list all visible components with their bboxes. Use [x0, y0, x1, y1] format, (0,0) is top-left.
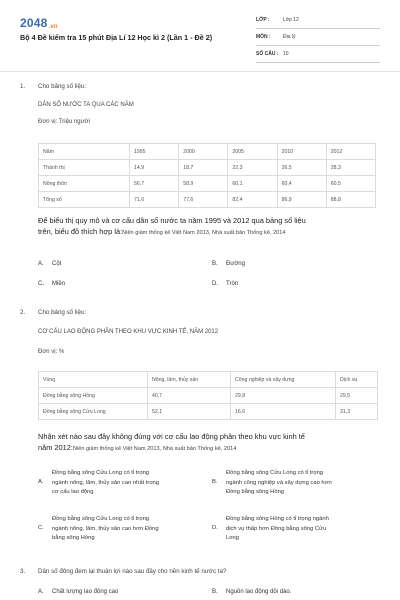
question-number: 2.	[20, 309, 26, 316]
page-title: Bộ 4 Đề kiểm tra 15 phút Địa Lí 12 Học kì 2 (Lần 1 - Đề 2)	[20, 33, 213, 42]
meta-row-subject	[256, 31, 380, 46]
question-prompt	[38, 215, 388, 239]
table-cell: 29,8	[231, 388, 336, 404]
table-cell: 52,1	[148, 404, 231, 420]
prompt-line: trên, biểu đồ thích hợp là:	[38, 227, 123, 236]
option-b[interactable]	[212, 589, 291, 595]
option-letter: C.	[38, 281, 44, 287]
prompt-source: Niên giám thống kê Việt Nam 2013, Nhà xuất bản Thống kê, 2014	[122, 230, 286, 236]
table-cell: 22,3	[228, 160, 277, 176]
table-cell: 60,5	[326, 176, 375, 192]
table-cell: 1995	[130, 144, 179, 160]
option-b[interactable]	[212, 261, 245, 267]
logo-suffix: .vn	[48, 24, 58, 30]
table-cell: Nông thôn	[39, 176, 130, 192]
meta-label: LỚP :	[256, 17, 270, 23]
table-cell: 60,1	[228, 176, 277, 192]
table-header-row	[39, 144, 376, 160]
table-cell: 58,9	[179, 176, 228, 192]
table-cell: 77,6	[179, 192, 228, 208]
table-cell: Tổng số	[39, 192, 130, 208]
option-text	[226, 515, 376, 544]
option-text: Chất lượng lao động cao	[52, 589, 119, 595]
table-cell: 40,7	[148, 388, 231, 404]
option-text-line: dịch vụ thấp hơn Đồng bằng sông Cửu	[226, 525, 327, 532]
option-text	[52, 515, 202, 544]
table-cell: 29,5	[336, 388, 378, 404]
option-letter: C.	[38, 525, 44, 531]
table-cell: 16,6	[231, 404, 336, 420]
table-row	[39, 160, 376, 176]
prompt-line: Nhận xét nào sau đây không đúng với cơ cấu lao động phân theo khu vực kinh tế	[38, 432, 305, 441]
table-row	[39, 192, 376, 208]
population-table	[38, 143, 376, 208]
table-cell: 31,3	[336, 404, 378, 420]
option-text-line: Đồng bằng sông Cửu Long có tỉ trọng	[52, 470, 150, 476]
meta-label: SỐ CÂU :	[256, 51, 279, 57]
table-cell: Đồng bằng sông Hồng	[39, 388, 148, 404]
option-text	[226, 469, 376, 498]
table-cell: 88,8	[326, 192, 375, 208]
table-cell: Nông, lâm, thủy sản	[148, 372, 231, 388]
question-number: 3.	[20, 568, 26, 575]
table-row	[39, 388, 378, 404]
meta-value: Lớp 12	[283, 17, 299, 23]
option-text: Tròn	[226, 281, 239, 287]
option-letter: D.	[212, 281, 218, 287]
option-text: Cột	[52, 261, 62, 267]
table-cell: 60,4	[277, 176, 326, 192]
table-cell: 18,7	[179, 160, 228, 176]
option-letter: B.	[212, 261, 218, 267]
option-a[interactable]	[38, 589, 118, 595]
option-text-line: Đồng bằng sông Hồng	[226, 489, 285, 495]
table-cell: Công nghiệp và xây dựng	[231, 372, 336, 388]
option-text: Đường	[226, 261, 245, 267]
option-a[interactable]	[38, 261, 61, 267]
option-letter: A.	[38, 261, 44, 267]
table-cell: 28,3	[326, 160, 375, 176]
table-cell: 2010	[277, 144, 326, 160]
question-intro: Dân số đông đem lại thuận lợi nào sau đây cho nền kinh tế nước ta?	[38, 568, 227, 575]
option-text-line: cơ cấu lao động	[52, 489, 94, 495]
option-text-line: Long	[226, 535, 239, 541]
table-row	[39, 404, 378, 420]
table-cell: 14,9	[130, 160, 179, 176]
option-letter: B.	[212, 479, 218, 485]
table-title: CƠ CẤU LAO ĐỘNG PHÂN THEO KHU VỰC KINH TẾ, NĂM 2012	[38, 329, 219, 335]
question-3	[20, 568, 382, 600]
logo-text: 2048	[20, 16, 48, 30]
option-text-line: bằng sông Hồng	[52, 535, 95, 541]
meta-row-class	[256, 14, 380, 29]
prompt-line: năm 2012:	[38, 443, 73, 452]
table-cell: 2000	[179, 144, 228, 160]
meta-label: MÔN :	[256, 34, 271, 40]
question-prompt	[38, 431, 388, 455]
option-text	[52, 469, 202, 498]
option-text-line: Đồng bằng sông Hồng có tỉ trọng ngành	[226, 516, 329, 522]
option-letter: D.	[212, 525, 218, 531]
table-title: DÂN SỐ NƯỚC TA QUA CÁC NĂM	[38, 102, 134, 108]
question-2	[20, 309, 382, 559]
option-letter: A.	[38, 589, 44, 595]
labor-table	[38, 371, 378, 420]
prompt-line: Để biểu thị quy mô và cơ cấu dân số nước ta năm 1995 và 2012 qua bảng số liệu	[38, 216, 306, 225]
option-text-line: ngành nông, lâm, thủy sản cao hơn Đồng	[52, 525, 159, 532]
table-cell: Dịch vụ	[336, 372, 378, 388]
table-header-row	[39, 372, 378, 388]
option-letter: B.	[212, 589, 218, 595]
table-cell: 2012	[326, 144, 375, 160]
prompt-source: Niên giám thống kê Việt Nam 2013, Nhà xuất bản Thống kê, 2014	[72, 446, 237, 452]
table-unit: Đơn vị: %	[38, 349, 65, 355]
option-text-line: Đồng bằng sông Cửu Long có tỉ trọng	[52, 516, 150, 522]
table-cell: 71,6	[130, 192, 179, 208]
option-letter: A.	[38, 479, 44, 485]
option-c[interactable]	[38, 281, 65, 287]
question-intro: Cho bảng số liệu:	[38, 83, 87, 90]
table-cell: 82,4	[228, 192, 277, 208]
table-cell: 86,9	[277, 192, 326, 208]
question-number: 1.	[20, 83, 26, 90]
meta-value: Địa lý	[283, 34, 296, 40]
table-cell: Năm	[39, 144, 130, 160]
option-text-line: ngành công nghiệp và xây dựng cao hơn	[226, 479, 332, 486]
option-text-line: ngành nông, lâm, thủy sản cao nhất trong	[52, 479, 159, 486]
option-text: Miền	[52, 281, 66, 287]
table-cell: Thành thị	[39, 160, 130, 176]
table-unit: Đơn vị: Triệu người	[38, 119, 90, 125]
meta-value: 10	[283, 51, 289, 57]
meta-row-count	[256, 48, 380, 63]
exam-meta	[256, 14, 380, 65]
table-cell: 26,5	[277, 160, 326, 176]
question-1	[20, 83, 382, 303]
header-divider	[0, 71, 400, 72]
table-cell: 56,7	[130, 176, 179, 192]
table-cell: Vùng	[39, 372, 148, 388]
page-header	[0, 0, 400, 66]
table-cell: 2005	[228, 144, 277, 160]
site-logo[interactable]	[20, 16, 58, 30]
table-cell: Đồng bằng sông Cửu Long	[39, 404, 148, 420]
option-d[interactable]	[212, 281, 238, 287]
option-text: Nguồn lao động dồi dào.	[226, 589, 292, 595]
option-text-line: Đồng bằng sông Cửu Long có tỉ trọng	[226, 470, 324, 476]
question-intro: Cho bảng số liệu:	[38, 309, 87, 316]
table-row	[39, 176, 376, 192]
